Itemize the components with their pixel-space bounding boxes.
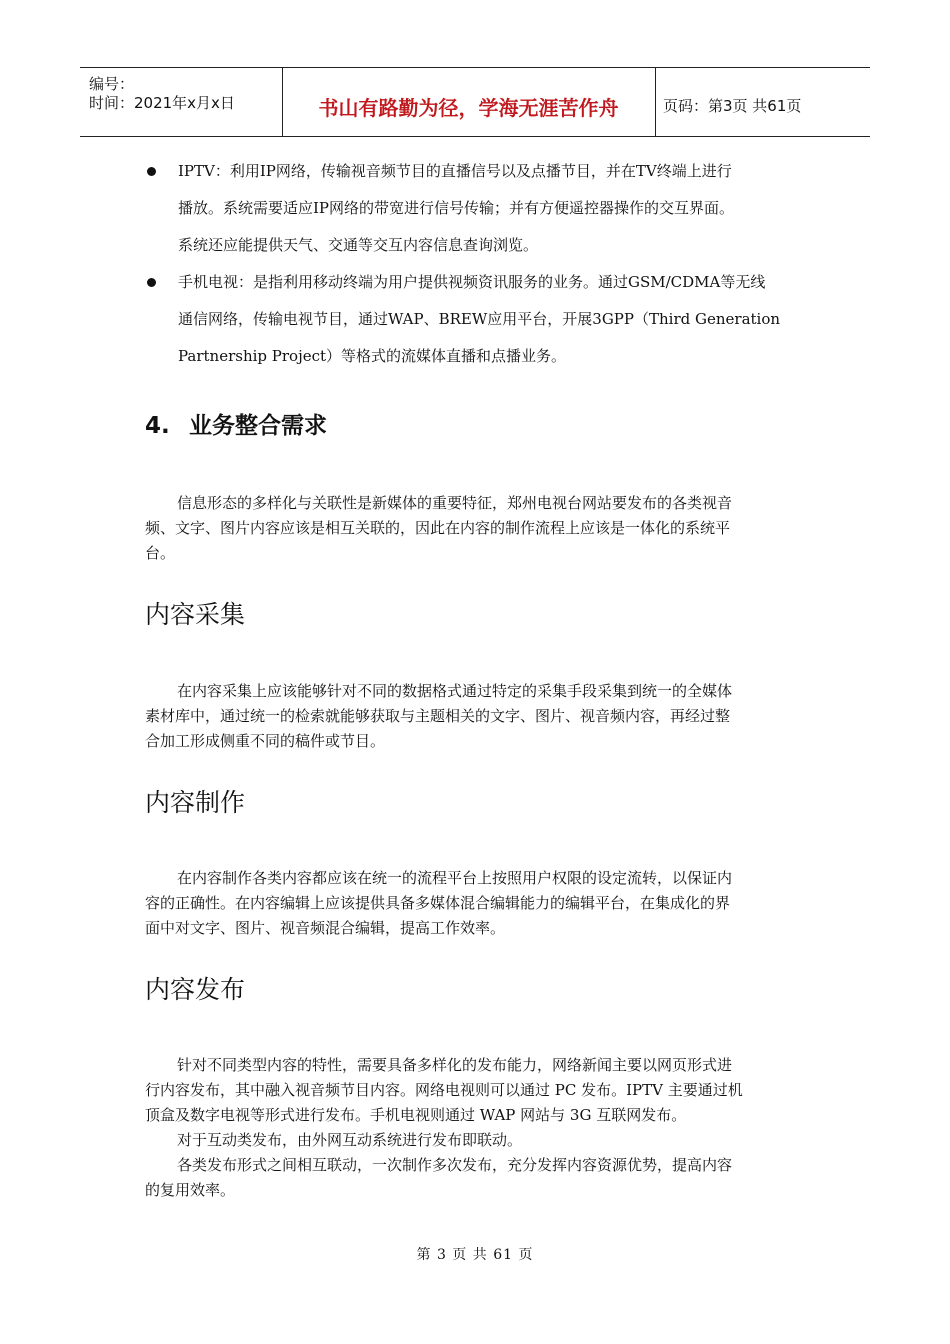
paragraph-line: 对于互动类发布，由外网互动系统进行发布即联动。 (177, 1131, 523, 1149)
paragraph-line: 的复用效率。 (145, 1181, 236, 1199)
document-date: 时间：2021年x月x日 (89, 94, 235, 112)
paragraph-line: 素材库中，通过统一的检索就能够获取与主题相关的文字、图片、视音频内容，再经过整 (145, 707, 731, 725)
production-paragraph (145, 866, 810, 941)
bullet-item-mobile-tv (145, 264, 815, 375)
page-header (80, 67, 870, 137)
paragraph-line: 面中对文字、图片、视音频混合编辑，提高工作效率。 (145, 919, 506, 937)
header-page-cell (655, 68, 870, 136)
subheading-content-collection: 内容采集 (145, 600, 246, 629)
paragraph-line: 各类发布形式之间相互联动，一次制作多次发布，充分发挥内容资源优势，提高内容 (177, 1156, 733, 1174)
paragraph-line: 容的正确性。在内容编辑上应该提供具备多媒体混合编辑能力的编辑平台，在集成化的界 (145, 894, 731, 912)
bullet-dot-icon (147, 167, 156, 176)
document-number-label: 编号： (89, 75, 135, 93)
subheading-content-publishing: 内容发布 (145, 975, 246, 1004)
paragraph-line: 针对不同类型内容的特性，需要具备多样化的发布能力，网络新闻主要以网页形式进 (177, 1056, 733, 1074)
paragraph-line: 台。 (145, 544, 176, 562)
header-meta-cell (80, 68, 283, 136)
paragraph-line: 频、文字、图片内容应该是相互关联的，因此在内容的制作流程上应该是一体化的系统平 (145, 519, 731, 537)
bullet-line: 手机电视：是指利用移动终端为用户提供视频资讯服务的业务。通过GSM/CDMA等无线 (178, 273, 766, 291)
section-heading-4 (145, 407, 327, 440)
subheading-content-production: 内容制作 (145, 788, 246, 817)
section-number: 4. (145, 413, 170, 439)
paragraph-line: 在内容制作各类内容都应该在统一的流程平台上按照用户权限的设定流转，以保证内 (177, 869, 733, 887)
header-motto-cell (282, 68, 656, 136)
collection-paragraph (145, 679, 810, 754)
section-4-paragraph (145, 491, 810, 566)
bullet-dot-icon (147, 278, 156, 287)
bullet-line: 通信网络，传输电视节目，通过WAP、BREW应用平台，开展3GPP（Third Generation (178, 310, 781, 328)
paragraph-line: 行内容发布，其中融入视音频节目内容。网络电视则可以通过 PC 发布。IPTV 主要通过机 (145, 1081, 743, 1099)
service-bullet-list (145, 153, 815, 375)
paragraph-line: 顶盒及数字电视等形式进行发布。手机电视则通过 WAP 网站与 3G 互联网发布。 (145, 1106, 687, 1124)
paragraph-line: 在内容采集上应该能够针对不同的数据格式通过特定的采集手段采集到统一的全媒体 (177, 682, 733, 700)
paragraph-line: 合加工形成侧重不同的稿件或节目。 (145, 732, 386, 750)
section-title: 业务整合需求 (189, 413, 327, 439)
paragraph-line: 信息形态的多样化与关联性是新媒体的重要特征，郑州电视台网站要发布的各类视音 (177, 494, 733, 512)
header-page-info: 页码：第3页 共61页 (663, 97, 802, 115)
bullet-line: IPTV：利用IP网络，传输视音频节目的直播信号以及点播节目，并在TV终端上进行 (178, 162, 732, 180)
bullet-line: Partnership Project）等格式的流媒体直播和点播业务。 (178, 347, 567, 365)
page-footer-number: 第 3 页 共 61 页 (416, 1247, 534, 1263)
bullet-line: 系统还应能提供天气、交通等交互内容信息查询浏览。 (178, 236, 539, 254)
bullet-item-iptv (145, 153, 815, 264)
header-motto: 书山有路勤为径，学海无涯苦作舟 (318, 96, 619, 120)
bullet-line: 播放。系统需要适应IP网络的带宽进行信号传输；并有方便遥控器操作的交互界面。 (178, 199, 735, 217)
publishing-paragraph (145, 1053, 810, 1203)
